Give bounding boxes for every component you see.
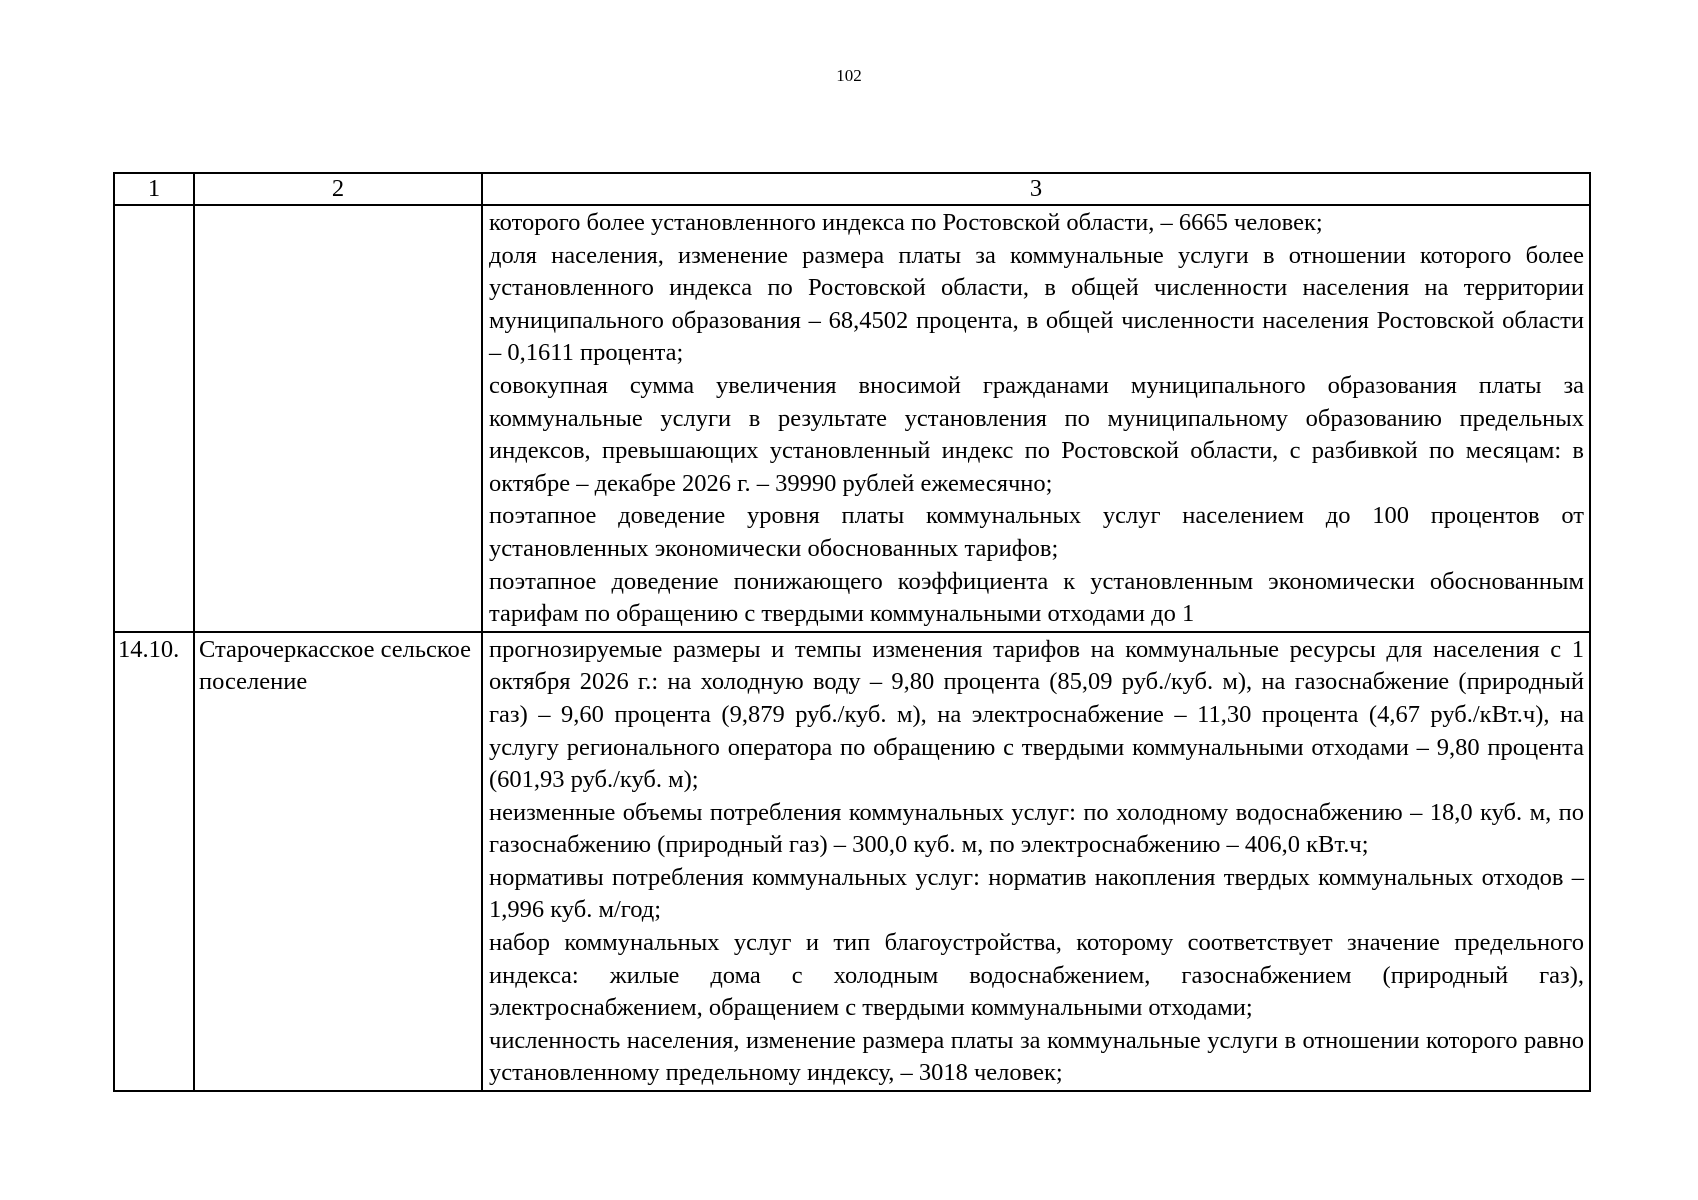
row-number-cell bbox=[114, 205, 194, 632]
column-header-3: 3 bbox=[482, 173, 1590, 205]
paragraph: поэтапное доведение уровня платы коммунальных услуг населением до 100 процентов от установленных экономически обоснованных тарифов; bbox=[489, 502, 1584, 562]
paragraph: которого более установленного индекса по Ростовской области, – 6665 человек; bbox=[489, 209, 1323, 236]
paragraph: численность населения, изменение размера платы за коммунальные услуги в отношении которого равно установленному предельному индексу, – 3018 человек; bbox=[489, 1026, 1584, 1087]
paragraph: доля населения, изменение размера платы за коммунальные услуги в отношении которого более установленного индекса по Ростовской области, в общей численности населения на территории муниципального образования – 68,4502 процента, в общей численности населения Ростовской области – 0,1611 процента; bbox=[489, 241, 1584, 367]
paragraph: набор коммунальных услуг и тип благоустройства, которому соответствует значение предельного индекса: жилые дома с холодным водоснабжением, газоснабжением (природный газ), электроснабжением, обращением с твердыми коммунальными отходами; bbox=[489, 929, 1584, 1022]
row-number-cell: 14.10. bbox=[114, 632, 194, 1091]
document-table bbox=[113, 172, 1591, 1092]
paragraph: совокупная сумма увеличения вносимой гражданами муниципального образования платы за коммунальные услуги в результате установления по муниципальному образованию предельных индексов, превышающих установленный индекс по Ростовской области, с разбивкой по месяцам: в октябре – декабре 2026 г. – 39990 рублей ежемесячно; bbox=[489, 371, 1584, 497]
table-header-row bbox=[114, 173, 1590, 205]
description-cell bbox=[482, 632, 1590, 1091]
description-cell bbox=[482, 205, 1590, 632]
page-number: 102 bbox=[836, 66, 862, 85]
table-row-14-10 bbox=[114, 632, 1590, 1091]
column-header-2: 2 bbox=[194, 173, 482, 205]
paragraph: поэтапное доведение понижающего коэффициента к установленным экономически обоснованным тарифам по обращению с твердыми коммунальными отходами до 1 bbox=[489, 567, 1584, 628]
column-header-1: 1 bbox=[114, 173, 194, 205]
paragraph: неизменные объемы потребления коммунальных услуг: по холодному водоснабжению – 18,0 куб. м, по газоснабжению (природный газ) – 300,0 куб. м, по электроснабжению – 406,0 кВт.ч; bbox=[489, 798, 1584, 859]
paragraph: нормативы потребления коммунальных услуг: норматив накопления твердых коммунальных отходов – 1,996 куб. м/год; bbox=[489, 863, 1584, 924]
municipality-name-cell bbox=[194, 205, 482, 632]
municipality-name-cell: Старочеркасское сельское поселение bbox=[194, 632, 482, 1091]
table-row-continuation bbox=[114, 205, 1590, 632]
paragraph: прогнозируемые размеры и темпы изменения тарифов на коммунальные ресурсы для населения с 1 октября 2026 г.: на холодную воду – 9,80 процента (85,09 руб./куб. м), на газоснабжение (природный газ) – 9,60 процента (9,879 руб./куб. м), на электроснабжение – 11,30 процента (4,67 руб./кВт.ч), на услугу регионального оператора по обращению с твердыми коммунальными отходами – 9,80 процента (601,93 руб./куб. м); bbox=[489, 635, 1584, 794]
